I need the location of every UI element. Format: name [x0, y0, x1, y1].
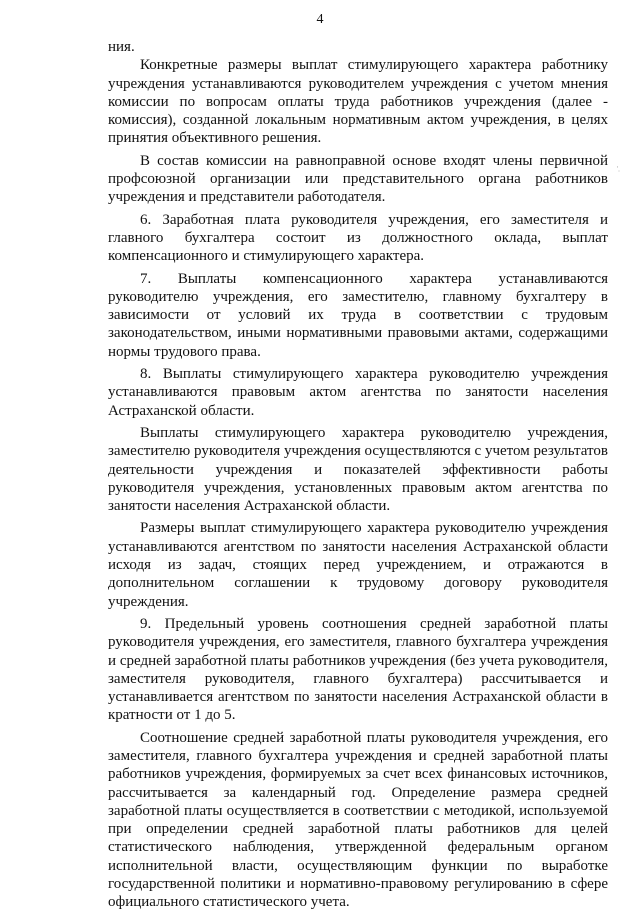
paragraph-commission-composition: В состав комиссии на равноправной основе входят члены первичной профсоюзной организации или представительного органа работников учреждения и представители работодателя.: [108, 152, 608, 206]
paragraph-item-7: 7. Выплаты компенсационного характера устанавливаются руководителю учреждения, его заместителю, главному бухгалтеру в зависимости от условий их труда в соответствии с трудовым законодательством, иными нормативными правовыми актами, содержащими нормы трудового права.: [108, 270, 608, 360]
paragraph-stimulating-amounts: Размеры выплат стимулирующего характера руководителю учреждения устанавливаются агентством по занятости населения Астраханской области исходя из задач, стоящих перед учреждением, и отражаются в дополнительном соглашении к трудовому договору руководителя учреждения.: [108, 520, 608, 610]
paragraph-continuation: ния.: [108, 39, 135, 55]
page-number: 4: [316, 12, 324, 27]
paragraph-item-6: 6. Заработная плата руководителя учреждения, его заместителя и главного бухгалтера состоит из должностного оклада, выплат компенсационного и стимулирующего характера.: [108, 211, 608, 265]
paragraph-stimulating-payments: Выплаты стимулирующего характера руководителю учреждения, заместителю руководителя учреждения осуществляются с учетом результатов деятельности учреждения и показателей эффективности работы руководителя учреждения, установленных правовым актом агентства по занятости населения Астраханской области.: [108, 424, 608, 515]
document-body: [108, 38, 608, 912]
paragraph-salary-ratio: Соотношение средней заработной платы руководителя учреждения, его заместителя, главного бухгалтера учреждения и средней заработной платы работников учреждения, формируемых за счет всех финансовых источников, рассчитывается за календарный год. Определение размера средней заработной платы осуществляется в соответствии с методикой, используемой при определении средней заработной платы работников для целей статистического наблюдения, утвержденной федеральным органом исполнительной власти, осуществляющим функции по выработке государственной политики и нормативно-правовому регулированию в сфере официального статистического учета.: [108, 729, 608, 911]
scan-speck: ·̣: [616, 162, 619, 172]
paragraph-item-9: 9. Предельный уровень соотношения средней заработной платы руководителя учреждения, его заместителя, главного бухгалтера учреждения и средней заработной платы работников учреждения (без учета руководителя, заместителя руководителя, главного бухгалтера) рассчитывается и устанавливается агентством по занятости населения Астраханской области в кратности от 1 до 5.: [108, 615, 608, 724]
paragraph-item-8: 8. Выплаты стимулирующего характера руководителю учреждения устанавливаются правовым актом агентства по занятости населения Астраханской области.: [108, 366, 608, 419]
paragraph-commission-decision: Конкретные размеры выплат стимулирующего характера работнику учреждения устанавливаются руководителем учреждения с учетом мнения комиссии по вопросам оплаты труда работников учреждения (далее - комиссия), созданной локальным нормативным актом учреждения, в целях принятия объективного решения.: [108, 57, 608, 147]
